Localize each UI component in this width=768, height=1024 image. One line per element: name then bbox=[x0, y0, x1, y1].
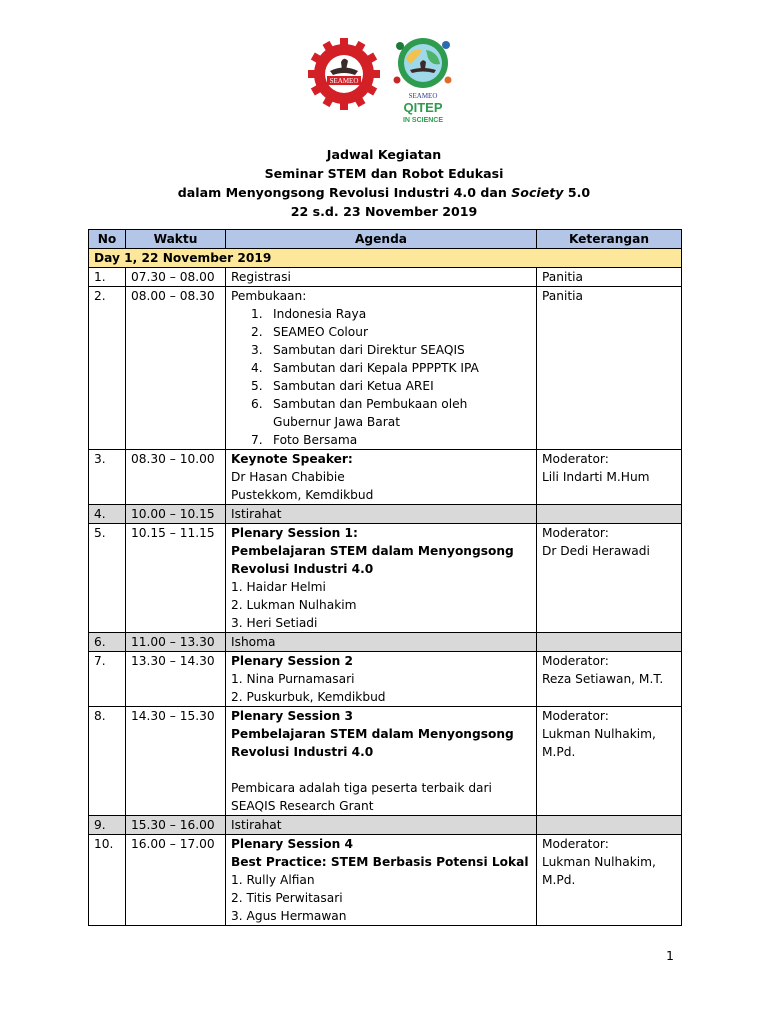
moderator-name: Lukman Nulhakim, bbox=[542, 727, 656, 741]
cell-no: 8. bbox=[89, 707, 126, 816]
agenda-topic: Pembelajaran STEM dalam Menyongsong bbox=[231, 544, 514, 558]
qitep-logo-seameo: SEAMEO bbox=[408, 92, 438, 100]
cell-waktu: 10.00 – 10.15 bbox=[126, 505, 226, 524]
table-row bbox=[89, 287, 682, 450]
opening-list bbox=[231, 305, 536, 449]
list-item-text: Gubernur Jawa Barat bbox=[273, 415, 400, 429]
cell-no: 7. bbox=[89, 652, 126, 707]
list-item-number: 7. bbox=[251, 433, 263, 447]
cell-waktu: 16.00 – 17.00 bbox=[126, 835, 226, 926]
schedule-table bbox=[88, 229, 682, 926]
cell-agenda: Istirahat bbox=[226, 505, 537, 524]
list-item-number: 1. bbox=[251, 307, 263, 321]
cell-keterangan bbox=[537, 652, 682, 707]
cell-keterangan bbox=[537, 816, 682, 835]
list-item-text: SEAMEO Colour bbox=[273, 325, 369, 339]
cell-agenda bbox=[226, 835, 537, 926]
table-header-row bbox=[89, 230, 682, 249]
agenda-title: Pembukaan: bbox=[231, 289, 307, 303]
list-item-text: Sambutan dari Kepala PPPPTK IPA bbox=[273, 361, 479, 375]
cell-no: 6. bbox=[89, 633, 126, 652]
list-item bbox=[251, 341, 536, 359]
table-row bbox=[89, 652, 682, 707]
table-row bbox=[89, 835, 682, 926]
agenda-line: Pustekkom, Kemdikbud bbox=[231, 488, 374, 502]
agenda-line: Pembicara adalah tiga peserta terbaik dari bbox=[231, 781, 492, 795]
cell-waktu: 13.30 – 14.30 bbox=[126, 652, 226, 707]
cell-agenda bbox=[226, 652, 537, 707]
cell-waktu: 14.30 – 15.30 bbox=[126, 707, 226, 816]
cell-keterangan bbox=[537, 450, 682, 505]
spacer bbox=[231, 761, 536, 779]
cell-agenda: Registrasi bbox=[226, 268, 537, 287]
list-item bbox=[251, 305, 536, 323]
cell-waktu: 10.15 – 11.15 bbox=[126, 524, 226, 633]
cell-keterangan bbox=[537, 505, 682, 524]
list-item-number: 4. bbox=[251, 361, 263, 375]
cell-agenda: Istirahat bbox=[226, 816, 537, 835]
cell-no: 3. bbox=[89, 450, 126, 505]
moderator-label: Moderator: bbox=[542, 654, 609, 668]
agenda-topic: Pembelajaran STEM dalam Menyongsong bbox=[231, 727, 514, 741]
list-item-number: 2. bbox=[251, 325, 263, 339]
cell-no: 1. bbox=[89, 268, 126, 287]
cell-waktu: 11.00 – 13.30 bbox=[126, 633, 226, 652]
heading-line-3 bbox=[0, 183, 768, 202]
moderator-name: Lukman Nulhakim, bbox=[542, 855, 656, 869]
moderator-degree: M.Pd. bbox=[542, 873, 576, 887]
agenda-topic: Revolusi Industri 4.0 bbox=[231, 562, 374, 576]
list-item bbox=[251, 413, 536, 431]
cell-agenda bbox=[226, 707, 537, 816]
day-label: Day 1, 22 November 2019 bbox=[89, 249, 682, 268]
agenda-topic: Best Practice: STEM Berbasis Potensi Lokal bbox=[231, 855, 529, 869]
list-item-text: Sambutan dari Direktur SEAQIS bbox=[273, 343, 465, 357]
table-row bbox=[89, 707, 682, 816]
cell-agenda bbox=[226, 287, 537, 450]
cell-waktu: 08.00 – 08.30 bbox=[126, 287, 226, 450]
cell-no: 4. bbox=[89, 505, 126, 524]
table-row-break bbox=[89, 633, 682, 652]
page-number: 1 bbox=[666, 948, 674, 963]
agenda-line: 1. Haidar Helmi bbox=[231, 580, 326, 594]
seameo-logo-text: SEAMEO bbox=[329, 77, 359, 85]
cell-waktu: 15.30 – 16.00 bbox=[126, 816, 226, 835]
list-item-text: Indonesia Raya bbox=[273, 307, 367, 321]
qitep-logo-qitep: QITEP bbox=[403, 100, 443, 115]
list-item bbox=[251, 395, 536, 413]
cell-no: 9. bbox=[89, 816, 126, 835]
heading-line-3-italic: Society bbox=[511, 185, 564, 200]
table-row-break bbox=[89, 816, 682, 835]
list-item bbox=[251, 359, 536, 377]
table-row bbox=[89, 450, 682, 505]
cell-no: 5. bbox=[89, 524, 126, 633]
list-item-text: Foto Bersama bbox=[273, 433, 358, 447]
heading-line-1: Jadwal Kegiatan bbox=[326, 147, 442, 162]
cell-agenda: Ishoma bbox=[226, 633, 537, 652]
table-row bbox=[89, 524, 682, 633]
agenda-topic: Revolusi Industri 4.0 bbox=[231, 745, 374, 759]
heading-line-3-a: dalam Menyongsong Revolusi Industri 4.0 dan bbox=[177, 185, 512, 200]
cell-keterangan bbox=[537, 524, 682, 633]
list-item bbox=[251, 323, 536, 341]
list-item-text: Sambutan dan Pembukaan oleh bbox=[273, 397, 468, 411]
cell-no: 10. bbox=[89, 835, 126, 926]
cell-keterangan bbox=[537, 835, 682, 926]
agenda-line: 2. Puskurbuk, Kemdikbud bbox=[231, 690, 386, 704]
moderator-label: Moderator: bbox=[542, 526, 609, 540]
agenda-title: Plenary Session 2 bbox=[231, 654, 353, 668]
moderator-degree: M.Pd. bbox=[542, 745, 576, 759]
agenda-title: Plenary Session 4 bbox=[231, 837, 353, 851]
cell-keterangan bbox=[537, 633, 682, 652]
moderator-label: Moderator: bbox=[542, 452, 609, 466]
list-item-text: Sambutan dari Ketua AREI bbox=[273, 379, 434, 393]
agenda-line: 1. Rully Alfian bbox=[231, 873, 315, 887]
agenda-line: Dr Hasan Chabibie bbox=[231, 470, 345, 484]
agenda-title: Plenary Session 1: bbox=[231, 526, 358, 540]
cell-agenda bbox=[226, 524, 537, 633]
cell-keterangan: Panitia bbox=[537, 268, 682, 287]
list-item-number: 5. bbox=[251, 379, 263, 393]
qitep-logo-inscience: IN SCIENCE bbox=[402, 117, 444, 124]
moderator-name: Reza Setiawan, M.T. bbox=[542, 672, 664, 686]
cell-waktu: 07.30 – 08.00 bbox=[126, 268, 226, 287]
header-agenda: Agenda bbox=[226, 230, 537, 249]
document-heading bbox=[0, 145, 768, 221]
heading-line-3-b: 5.0 bbox=[563, 185, 591, 200]
cell-keterangan bbox=[537, 707, 682, 816]
header-waktu: Waktu bbox=[126, 230, 226, 249]
list-item-number: 6. bbox=[251, 397, 263, 411]
qitep-logo bbox=[388, 36, 458, 130]
heading-line-2: Seminar STEM dan Robot Edukasi bbox=[264, 166, 504, 181]
moderator-name: Lili Indarti M.Hum bbox=[542, 470, 650, 484]
cell-agenda bbox=[226, 450, 537, 505]
agenda-line: 1. Nina Purnamasari bbox=[231, 672, 355, 686]
agenda-line: 2. Titis Perwitasari bbox=[231, 891, 343, 905]
header-keterangan: Keterangan bbox=[537, 230, 682, 249]
cell-keterangan: Panitia bbox=[537, 287, 682, 450]
heading-line-4: 22 s.d. 23 November 2019 bbox=[290, 204, 478, 219]
day-row bbox=[89, 249, 682, 268]
moderator-label: Moderator: bbox=[542, 709, 609, 723]
cell-no: 2. bbox=[89, 287, 126, 450]
header-no: No bbox=[89, 230, 126, 249]
moderator-label: Moderator: bbox=[542, 837, 609, 851]
table-row bbox=[89, 268, 682, 287]
agenda-line: 3. Heri Setiadi bbox=[231, 616, 318, 630]
table-row-break bbox=[89, 505, 682, 524]
agenda-line: SEAQIS Research Grant bbox=[231, 799, 374, 813]
agenda-title: Plenary Session 3 bbox=[231, 709, 353, 723]
agenda-line: 3. Agus Hermawan bbox=[231, 909, 347, 923]
seameo-logo bbox=[308, 38, 380, 110]
cell-waktu: 08.30 – 10.00 bbox=[126, 450, 226, 505]
list-item bbox=[251, 377, 536, 395]
logo-area bbox=[0, 36, 768, 132]
agenda-title: Keynote Speaker: bbox=[231, 452, 353, 466]
moderator-name: Dr Dedi Herawadi bbox=[542, 544, 650, 558]
agenda-line: 2. Lukman Nulhakim bbox=[231, 598, 357, 612]
list-item bbox=[251, 431, 536, 449]
list-item-number: 3. bbox=[251, 343, 263, 357]
